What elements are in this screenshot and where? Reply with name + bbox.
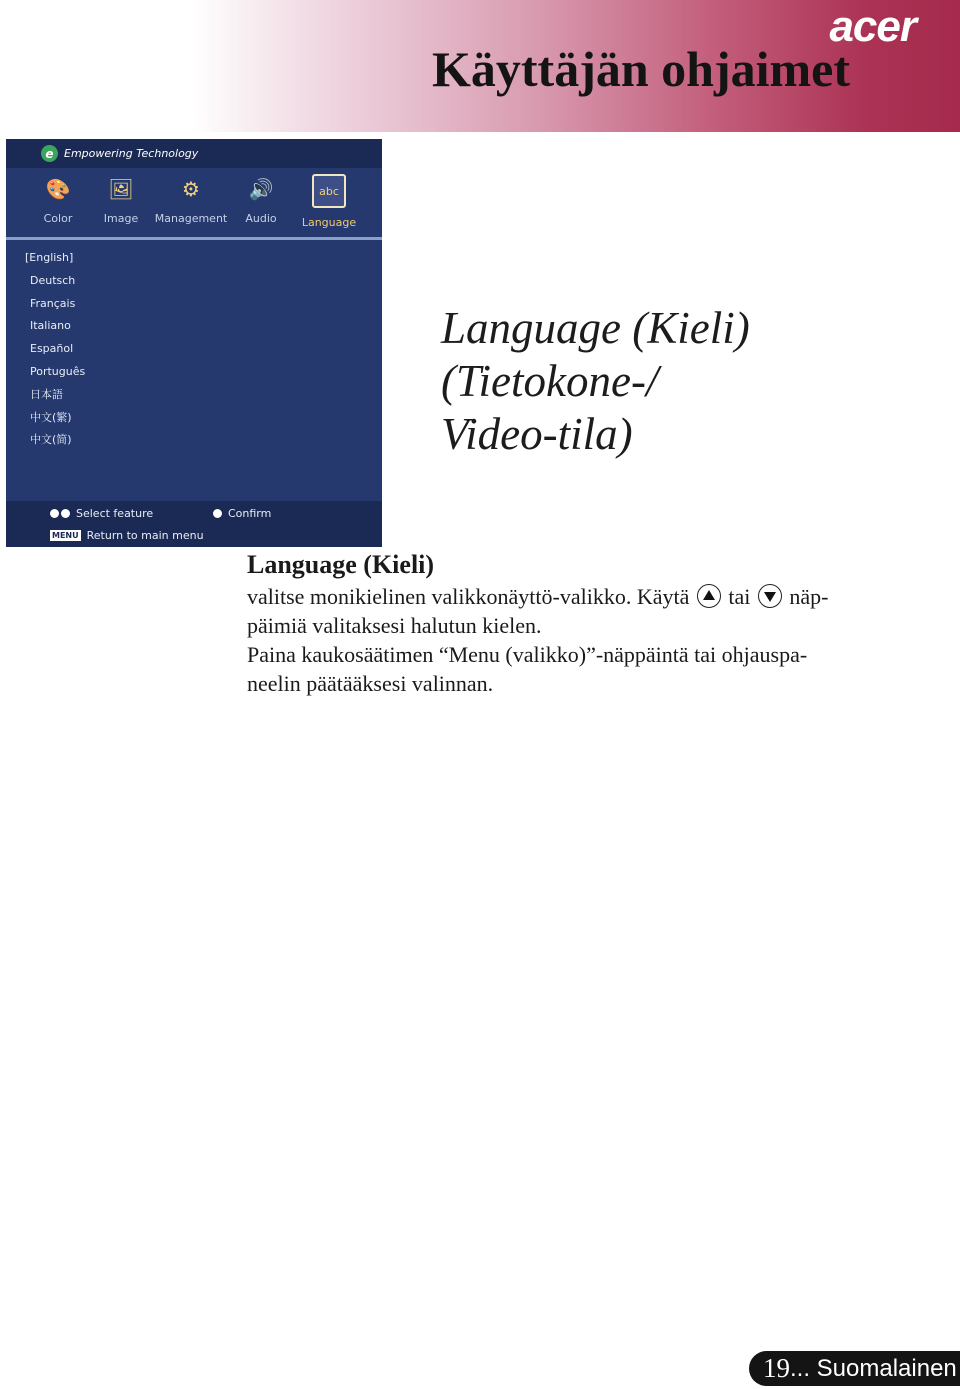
section-title-line: Video-tila): [441, 409, 633, 459]
picture-icon: 🖼: [108, 177, 134, 201]
body-heading: Language (Kieli): [247, 550, 435, 579]
speaker-icon: 🔊: [248, 177, 274, 201]
confirm-label: Confirm: [228, 507, 272, 520]
tab-label: Management: [154, 212, 228, 225]
tab-label: Color: [43, 212, 73, 225]
gear-wrench-icon: ⚙: [182, 177, 200, 201]
body-text-2: päimiä valitaksesi halutun kielen.: [247, 613, 542, 638]
tab-label: Language: [301, 216, 357, 229]
body-paragraph: [247, 582, 887, 698]
language-option-portugues[interactable]: Português: [30, 364, 86, 378]
section-title-line: (Tietokone-/: [441, 356, 659, 406]
tab-image[interactable]: [81, 174, 161, 225]
body-text-1c: näp-: [789, 584, 829, 609]
body-block: [247, 548, 887, 698]
up-key-icon: [697, 584, 721, 608]
section-title-line: Language (Kieli): [441, 303, 750, 353]
palette-icon: 🎨: [45, 177, 71, 201]
menu-key-icon: MENU: [52, 531, 79, 540]
tab-label: Image: [103, 212, 139, 225]
select-feature-hint: [50, 507, 153, 520]
tab-management[interactable]: [151, 174, 231, 225]
down-key-icon: [758, 584, 782, 608]
right-arrow-icon: [213, 509, 222, 518]
confirm-hint: [213, 507, 271, 520]
page-title: Käyttäjän ohjaimet: [432, 41, 850, 97]
page-language-label: ... Suomalainen: [790, 1354, 957, 1382]
return-label: Return to main menu: [86, 529, 204, 542]
up-arrow-icon: [50, 509, 59, 518]
down-arrow-icon: [61, 509, 70, 518]
osd-tab-bar: [6, 168, 382, 238]
tab-language[interactable]: [289, 174, 369, 229]
empowering-e-icon: e: [41, 145, 58, 162]
page-footer: [749, 1351, 960, 1386]
language-option-francais[interactable]: Français: [30, 296, 76, 310]
tab-label: Audio: [245, 212, 277, 225]
select-feature-label: Select feature: [76, 507, 154, 520]
language-list: [24, 249, 85, 454]
body-text-3: Paina kaukosäätimen “Menu (valikko)”-näppäintä tai ohjauspa-: [247, 642, 808, 667]
language-option-espanol[interactable]: Español: [30, 342, 74, 356]
language-option-simplified-chinese[interactable]: 中文(简): [30, 433, 72, 447]
language-option-english[interactable]: [English]: [25, 251, 74, 264]
body-text-1a: valitse monikielinen valikkonäyttö-valikko. Käytä: [247, 584, 690, 609]
return-hint: [50, 529, 204, 542]
osd-top-bar: [6, 139, 382, 168]
language-option-traditional-chinese[interactable]: 中文(繁): [30, 410, 72, 424]
section-title: [441, 302, 750, 461]
osd-menu-screenshot: [6, 139, 382, 547]
body-text-4: neelin päätääksesi valinnan.: [247, 671, 494, 696]
language-option-japanese[interactable]: 日本語: [30, 387, 63, 401]
page-number: 19: [763, 1353, 790, 1383]
body-text-1b: tai: [728, 584, 751, 609]
language-option-deutsch[interactable]: Deutsch: [30, 273, 76, 287]
language-option-italiano[interactable]: Italiano: [30, 319, 71, 333]
acer-logo: acer: [829, 2, 916, 51]
osd-top-label: Empowering Technology: [64, 147, 199, 160]
osd-footer: [6, 501, 382, 547]
language-abc-icon: abc: [312, 174, 346, 208]
tab-separator: [6, 237, 382, 240]
